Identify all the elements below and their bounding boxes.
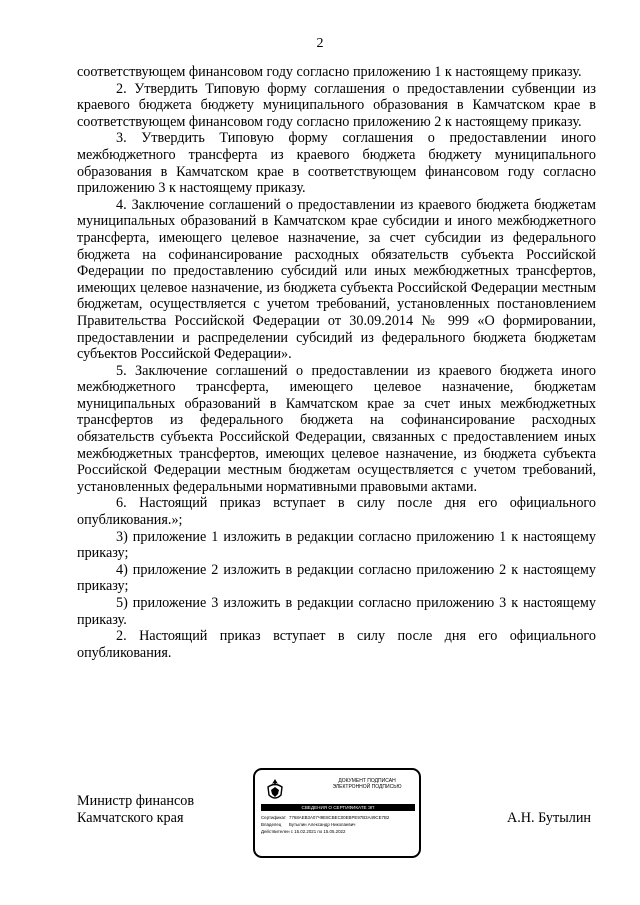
paragraph: 3. Утвердить Типовую форму соглашения о предоставлении иного межбюджетного трансферта из краевого бюджета бюджету муниципального образования в Камчатском крае в соответствующем финансовом году согласно приложению 3 к настоящему приказу. bbox=[77, 130, 596, 197]
paragraph: соответствующем финансовом году согласно приложению 1 к настоящему приказу. bbox=[77, 64, 582, 80]
owner-row bbox=[261, 821, 417, 828]
page-number: 2 bbox=[316, 36, 324, 51]
validity-row bbox=[261, 828, 417, 835]
paragraph: 2. Утвердить Типовую форму соглашения о предоставлении субвенции из краевого бюджета бюджету муниципального образования в Камчатском крае в соответствующем финансовом году согласно приложению 2 к настоящему приказу. bbox=[77, 80, 596, 130]
stamp-details bbox=[261, 814, 417, 835]
paragraph: 5) приложение 3 изложить в редакции согласно приложению 3 к настоящему приказу. bbox=[77, 595, 596, 628]
certificate-label: Сертификат bbox=[261, 815, 286, 820]
paragraph: 4. Заключение соглашений о предоставлении из краевого бюджета бюджетам муниципальных образований в Камчатском крае субсидии и иного межбюджетного трансферта, имеющего целевое назначение, за счет субсидии из федерального бюджета на софинансирование расходных обязательств субъекта Российской Федерации по предоставлению субсидий или иных межбюджетных трансфертов, имеющих целевое назначение, из бюджета субъекта Российской Федерации местным бюджетам, осуществляется с учетом требований, установленных постановлением Правительства Российской Федерации от 30.09.2014 № 999 «О формировании, предоставлении и распределении субсидий из федерального бюджета бюджетам субъектов Российской Федерации». bbox=[77, 196, 596, 363]
paragraph: 4) приложение 2 изложить в редакции согласно приложению 2 к настоящему приказу; bbox=[77, 561, 596, 595]
electronic-signature-stamp bbox=[253, 768, 421, 858]
owner-label: Владелец bbox=[261, 822, 282, 827]
signer-name: А.Н. Бутылин bbox=[507, 810, 592, 826]
validity-text: Действителен с 15.02.2021 по 15.05.2022 bbox=[261, 829, 346, 834]
paragraph: 5. Заключение соглашений о предоставлении из краевого бюджета иного межбюджетного трансферта, имеющего целевое назначение, бюджетам муниципальных образований в Камчатском крае за счет иных межбюджетных трансфертов из федерального бюджета на софинансирование расходных обязательств субъекта Российской Федерации, связанных с предоставлением иных межбюджетных трансфертов, имеющих целевое назначение, из бюджета субъекта Российской Федерации местным бюджетам осуществляется с учетом требований, установленных федеральными нормативными правовыми актами. bbox=[77, 362, 596, 495]
stamp-title bbox=[317, 778, 417, 790]
stamp-title-line2: ЭЛЕКТРОННОЙ ПОДПИСЬЮ bbox=[332, 784, 402, 790]
paragraph: 6. Настоящий приказ вступает в силу после дня его официального опубликования.»; bbox=[77, 495, 596, 529]
document-body bbox=[77, 64, 596, 661]
certificate-value: 7768АЕВ3А07Ч9Е8СВЕС00ЕВРЕ97В3А49СЕ7В2 bbox=[289, 815, 390, 820]
signer-position bbox=[77, 793, 194, 827]
stamp-certificate-header: СВЕДЕНИЯ О СЕРТИФИКАТЕ ЭП bbox=[261, 804, 415, 811]
stamp-title-line1: ДОКУМЕНТ ПОДПИСАН bbox=[338, 778, 396, 784]
owner-value: Бутылин Александр Николаевич bbox=[289, 822, 356, 827]
coat-of-arms-icon bbox=[265, 778, 285, 802]
signer-position-line2: Камчатского края bbox=[77, 810, 184, 826]
certificate-row bbox=[261, 814, 417, 821]
signer-position-line1: Министр финансов bbox=[77, 793, 195, 809]
paragraph: 3) приложение 1 изложить в редакции согласно приложению 1 к настоящему приказу; bbox=[77, 528, 596, 562]
paragraph: 2. Настоящий приказ вступает в силу после дня его официального опубликования. bbox=[77, 628, 596, 661]
